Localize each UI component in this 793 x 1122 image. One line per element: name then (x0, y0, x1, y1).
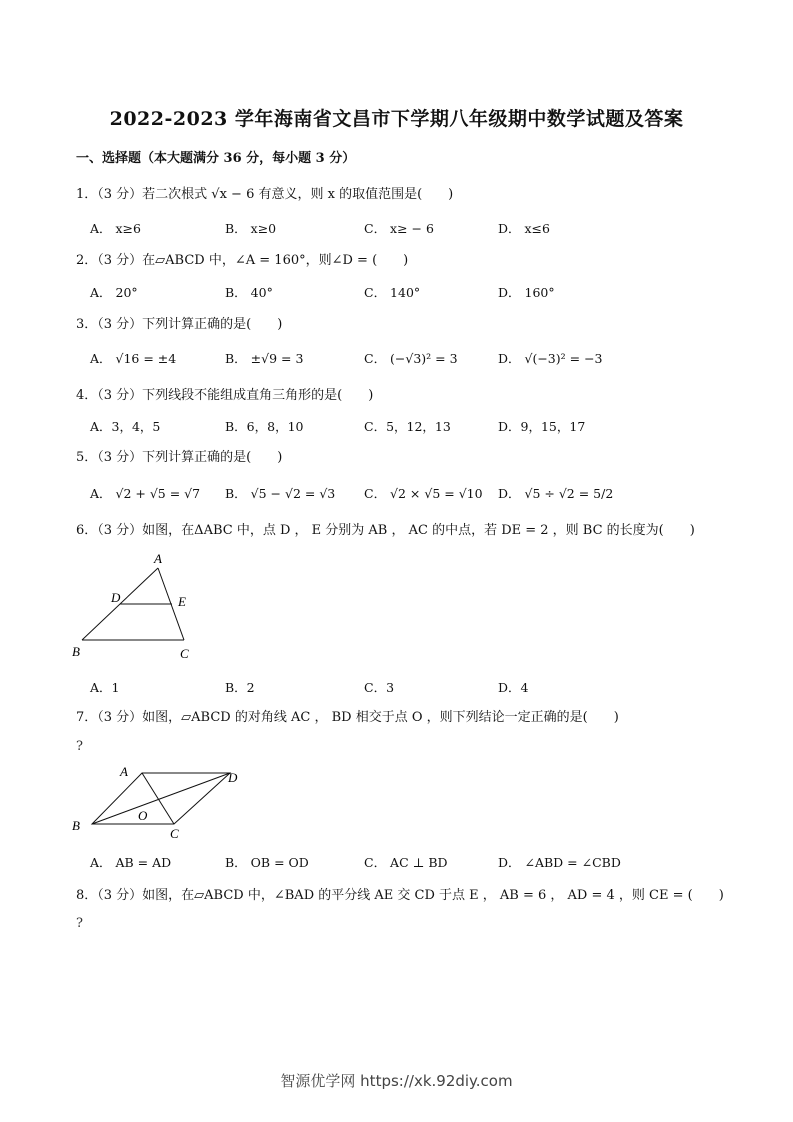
label-a: A (154, 551, 162, 566)
label-a: A (120, 764, 128, 779)
question-6-option-c: C．3 (364, 680, 395, 695)
label-d: D (111, 590, 121, 605)
question-1-option-c: C． x≥ − 6 (364, 221, 434, 236)
question-3-stem: 3．（3 分）下列计算正确的是( ) (76, 317, 283, 332)
section-heading: 一、选择题（本大题满分 36 分，每小题 3 分） (76, 151, 356, 166)
question-2-option-b: B． 40° (225, 285, 273, 300)
question-5-stem: 5．（3 分）下列计算正确的是( ) (76, 450, 283, 465)
question-5-option-b: B． √5 − √2 = √3 (225, 486, 336, 501)
question-6-option-a: A．1 (90, 680, 120, 695)
triangle-figure (66, 548, 206, 666)
question-8-stem: 8．（3 分）如图，在▱ABCD 中，∠BAD 的平分线 AE 交 CD 于点 E ， AB = 6 ， AD = 4 ，则 CE = ( ) (76, 888, 724, 903)
question-1-option-b: B． x≥0 (225, 221, 277, 236)
question-7-option-b: B． OB = OD (225, 855, 309, 870)
question-7-image-placeholder: ? (76, 739, 83, 754)
question-3-option-b: B． ±√9 = 3 (225, 351, 304, 366)
question-6-option-b: B．2 (225, 680, 255, 695)
question-4-option-a: A．3，4，5 (90, 419, 161, 434)
question-2-option-a: A． 20° (90, 285, 138, 300)
question-7-stem: 7．（3 分）如图，▱ABCD 的对角线 AC ， BD 相交于点 O ，则下列结论一定正确的是( ) (76, 710, 619, 725)
question-4-option-b: B．6，8，10 (225, 419, 304, 434)
question-7-option-c: C． AC ⊥ BD (364, 855, 448, 870)
question-1-stem: 1．（3 分）若二次根式 √x − 6 有意义，则 x 的取值范围是( ) (76, 187, 454, 202)
label-b: B (72, 644, 80, 659)
page-title: 2022-2023 学年海南省文昌市下学期八年级期中数学试题及答案 (109, 108, 684, 130)
question-4-option-c: C．5，12，13 (364, 419, 451, 434)
question-2-stem: 2．（3 分）在▱ABCD 中，∠A = 160°，则∠D = ( ) (76, 253, 409, 268)
question-7-option-d: D． ∠ABD = ∠CBD (498, 855, 621, 870)
question-4-stem: 4．（3 分）下列线段不能组成直角三角形的是( ) (76, 388, 374, 403)
question-2-option-d: D． 160° (498, 285, 555, 300)
question-1-option-d: D． x≤6 (498, 221, 550, 236)
question-6-stem: 6．（3 分）如图，在ΔABC 中，点 D ， E 分别为 AB ， AC 的中点，若 DE = 2 ，则 BC 的长度为( ) (76, 523, 695, 538)
question-5-option-c: C． √2 × √5 = √10 (364, 486, 483, 501)
question-2-option-c: C． 140° (364, 285, 421, 300)
label-c: C (170, 826, 179, 841)
question-5-option-a: A． √2 + √5 = √7 (90, 486, 201, 501)
label-b: B (72, 818, 80, 833)
question-8-image-placeholder: ? (76, 916, 83, 931)
question-7-option-a: A． AB = AD (90, 855, 172, 870)
diagonal-bd (92, 773, 230, 824)
label-e: E (178, 594, 186, 609)
question-3-option-a: A． √16 = ±4 (90, 351, 177, 366)
question-5-option-d: D． √5 ÷ √2 = 5/2 (498, 486, 614, 501)
label-d: D (228, 770, 238, 785)
label-c: C (180, 646, 189, 661)
question-3-option-d: D． √(−3)² = −3 (498, 351, 603, 366)
parallelogram-figure (66, 760, 246, 844)
question-3-option-c: C． (−√3)² = 3 (364, 351, 458, 366)
footer-watermark: 智源优学网 https://xk.92diy.com (280, 1072, 513, 1090)
question-1-option-a: A． x≥6 (90, 221, 141, 236)
question-6-option-d: D．4 (498, 680, 529, 695)
label-o: O (138, 808, 148, 823)
question-4-option-d: D．9，15，17 (498, 419, 586, 434)
